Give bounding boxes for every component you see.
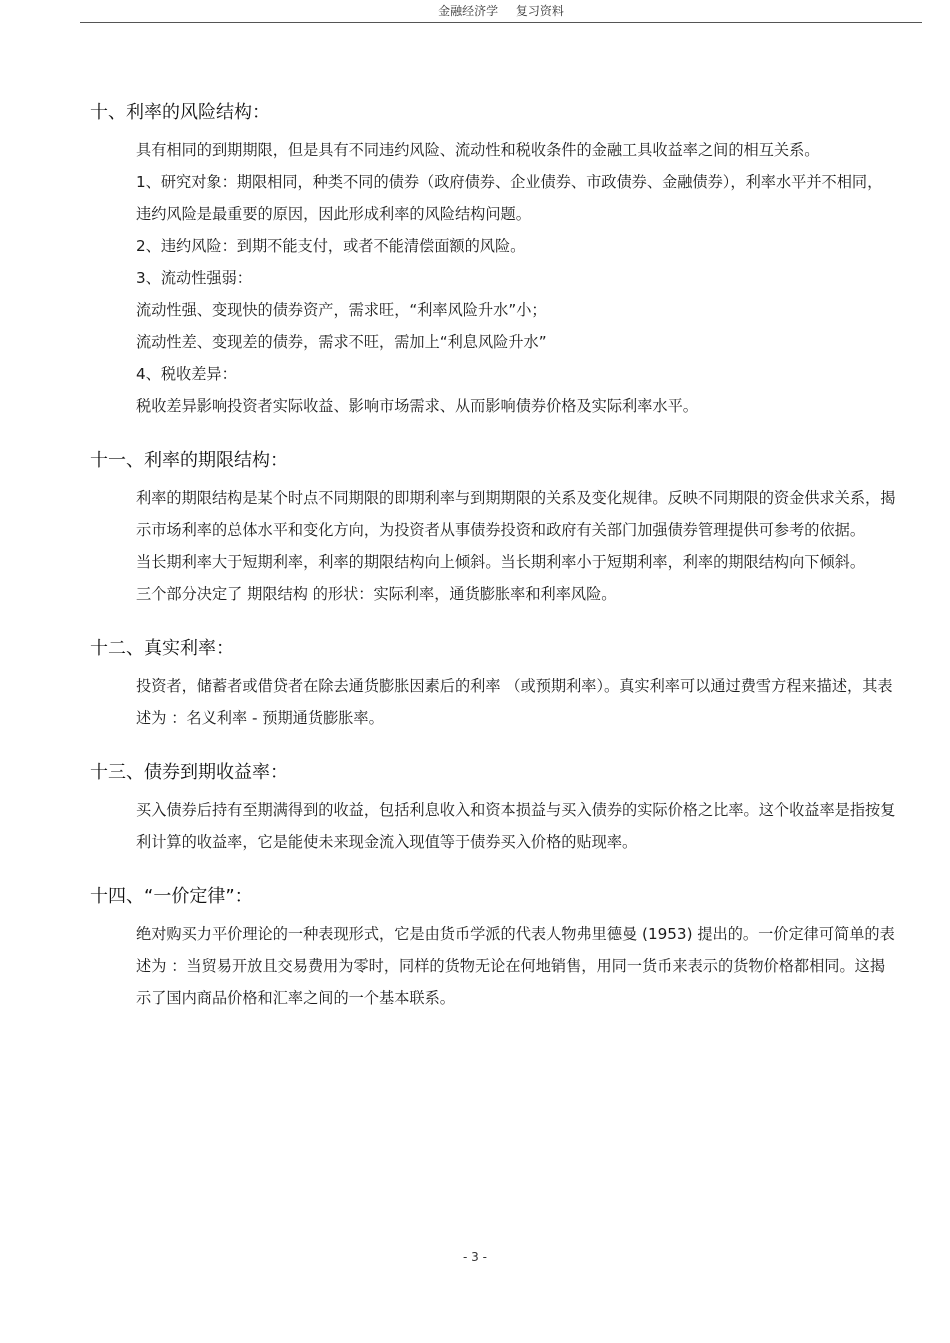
- section-term-structure: [90, 446, 900, 610]
- paragraph: 三个部分决定了 期限结构 的形状：实际利率，通货膨胀率和利率风险。: [136, 585, 617, 603]
- document-body: [90, 98, 900, 1038]
- section-title: 十二、真实利率：: [90, 638, 234, 659]
- section-law-of-one-price: [90, 882, 900, 1014]
- section-yield-to-maturity: [90, 758, 900, 858]
- paragraph: 2、违约风险：到期不能支付，或者不能清偿面额的风险。: [136, 237, 526, 255]
- paragraph: 1、研究对象：期限相同，种类不同的债券（政府债券、企业债券、市政债券、金融债券），利率水平并不相同，违约风险是最重要的原因，因此形成利率的风险结构问题。: [136, 173, 883, 223]
- paragraph: 流动性差、变现差的债券，需求不旺，需加上“利息风险升水”: [136, 333, 547, 351]
- header-doc-type: 复习资料: [515, 4, 564, 18]
- section-title: 十一、利率的期限结构：: [90, 450, 288, 471]
- page-number: - 3 -: [463, 1250, 487, 1264]
- paragraph: 投资者，储蓄者或借贷者在除去通货膨胀因素后的利率 （或预期利率）。真实利率可以通过费雪方程来描述，其表述为 ：名义利率 - 预期通货膨胀率。: [136, 677, 893, 727]
- section-real-interest-rate: [90, 634, 900, 734]
- section-title: 十、利率的风险结构：: [90, 102, 270, 123]
- paragraph: 具有相同的到期期限，但是具有不同违约风险、流动性和税收条件的金融工具收益率之间的相互关系。: [136, 141, 820, 159]
- paragraph: 税收差异影响投资者实际收益、影响市场需求、从而影响债券价格及实际利率水平。: [136, 397, 698, 415]
- paragraph: 流动性强、变现快的债券资产，需求旺，“利率风险升水”小；: [136, 301, 547, 319]
- paragraph: 3、流动性强弱：: [136, 269, 252, 287]
- paragraph: 4、税收差异：: [136, 365, 237, 383]
- header-course-title: 金融经济学: [438, 4, 499, 18]
- paragraph: 利率的期限结构是某个时点不同期限的即期利率与到期期限的关系及变化规律。反映不同期限的资金供求关系，揭示市场利率的总体水平和变化方向，为投资者从事债券投资和政府有关部门加强债券管理提供可参考的依据。: [136, 489, 896, 539]
- paragraph: 当长期利率大于短期利率，利率的期限结构向上倾斜。当长期利率小于短期利率，利率的期限结构向下倾斜。: [136, 553, 865, 571]
- section-title: 十三、债券到期收益率：: [90, 762, 288, 783]
- page-header: [80, 0, 922, 23]
- paragraph: 绝对购买力平价理论的一种表现形式，它是由货币学派的代表人物弗里德曼 (1953) 提出的。一价定律可简单的表述为 ：当贸易开放且交易费用为零时，同样的货物无论在何地销售，用同一货币来表示的货物价格都相同。这揭示了国内商品价格和汇率之间的一个基本联系。: [136, 925, 895, 1007]
- section-risk-structure: [90, 98, 900, 422]
- section-title: 十四、“一价定律”：: [90, 886, 253, 907]
- paragraph: 买入债券后持有至期满得到的收益，包括利息收入和资本损益与买入债券的实际价格之比率。这个收益率是指按复利计算的收益率，它是能使未来现金流入现值等于债券买入价格的贴现率。: [136, 801, 896, 851]
